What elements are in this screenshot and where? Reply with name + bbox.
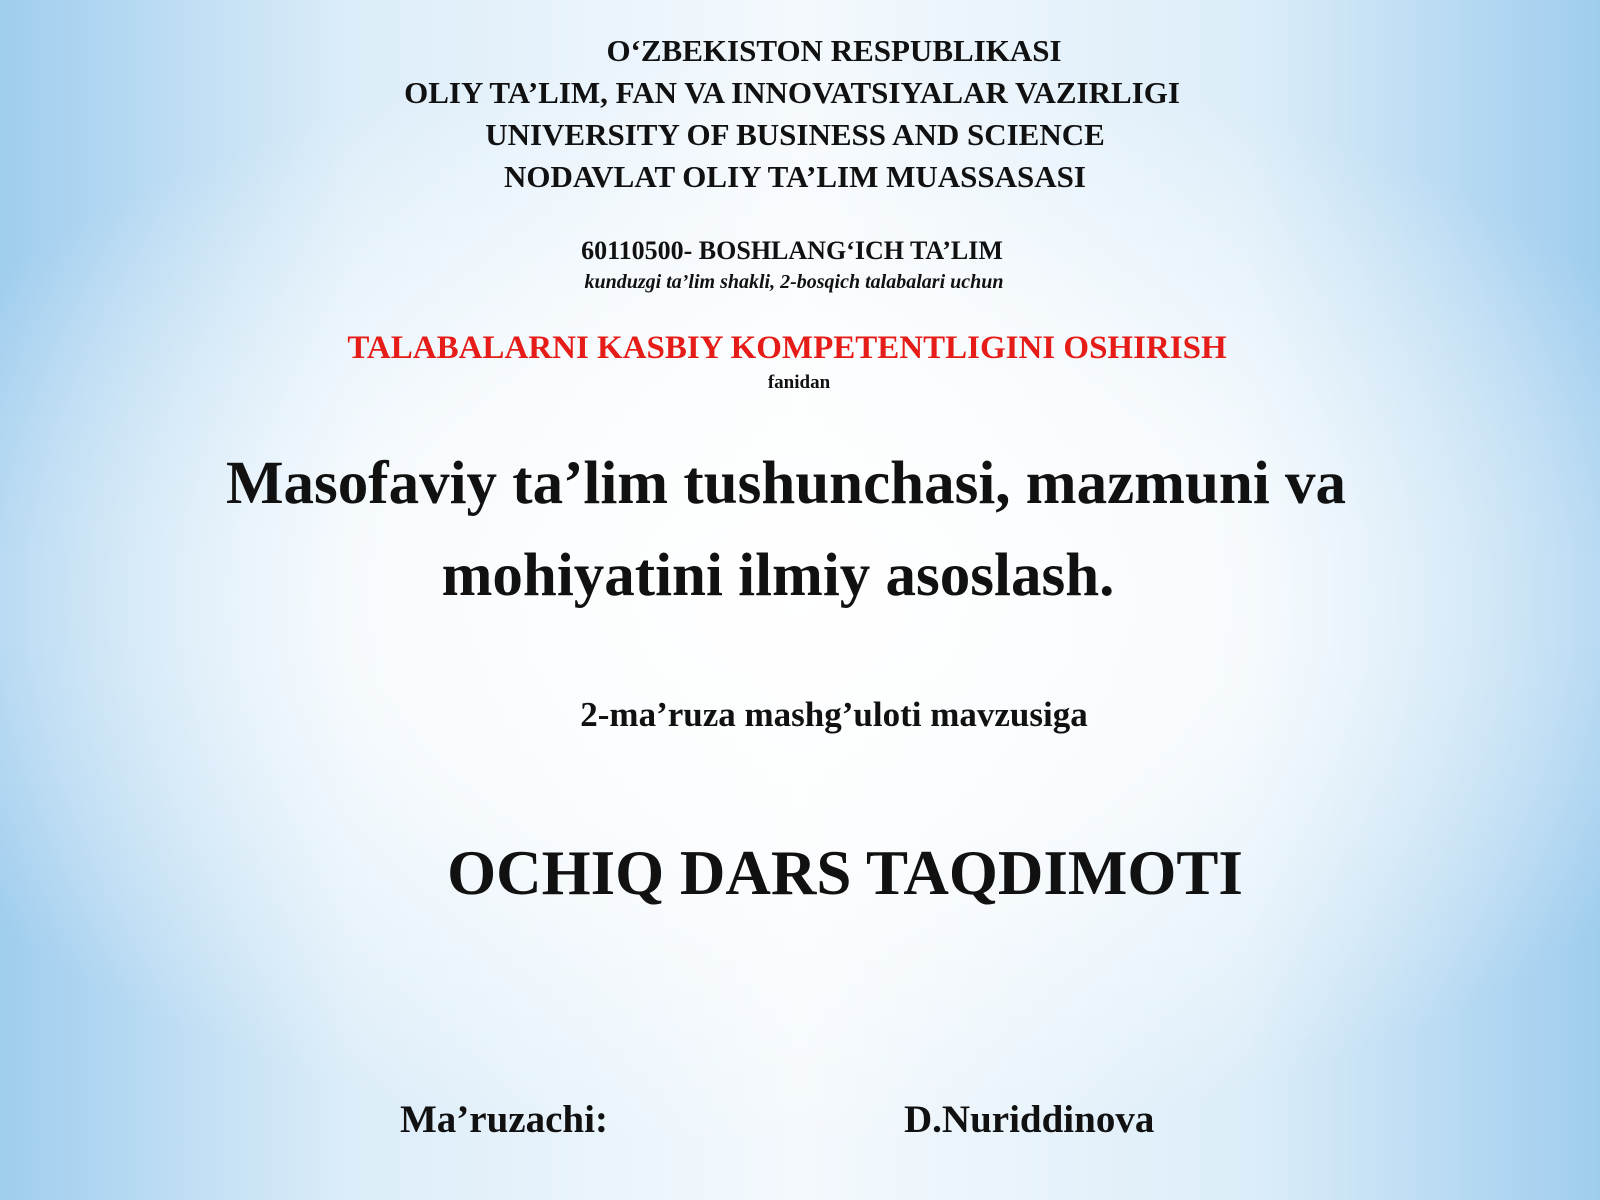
header-ministry: OLIY TA’LIM, FAN VA INNOVATSIYALAR VAZIRLIGI <box>404 75 1180 110</box>
subject-name: TALABALARNI KASBIY KOMPETENTLIGINI OSHIRISH <box>347 330 1227 366</box>
header-university: UNIVERSITY OF BUSINESS AND SCIENCE <box>485 117 1105 152</box>
program-code-name: 60110500- BOSHLANG‘ICH TA’LIM <box>581 236 1003 265</box>
program-study-mode: kunduzgi ta’lim shakli, 2-bosqich talabalari uchun <box>584 271 1004 293</box>
speaker-name: D.Nuriddinova <box>904 1098 1155 1141</box>
speaker-label: Ma’ruzachi: <box>400 1098 608 1141</box>
subject-suffix: fanidan <box>767 372 831 393</box>
header-country: O‘ZBEKISTON RESPUBLIKASI <box>606 33 1062 68</box>
presentation-type: OCHIQ DARS TAQDIMOTI <box>447 838 1243 908</box>
header-institution-type: NODAVLAT OLIY TA’LIM MUASSASASI <box>504 159 1086 194</box>
lecture-title-line-2: mohiyatini ilmiy asoslash. <box>441 542 1115 609</box>
lecture-title-line-1: Masofaviy ta’lim tushunchasi, mazmuni va <box>225 450 1347 517</box>
lecture-note: 2-ma’ruza mashg’uloti mavzusiga <box>580 695 1088 734</box>
